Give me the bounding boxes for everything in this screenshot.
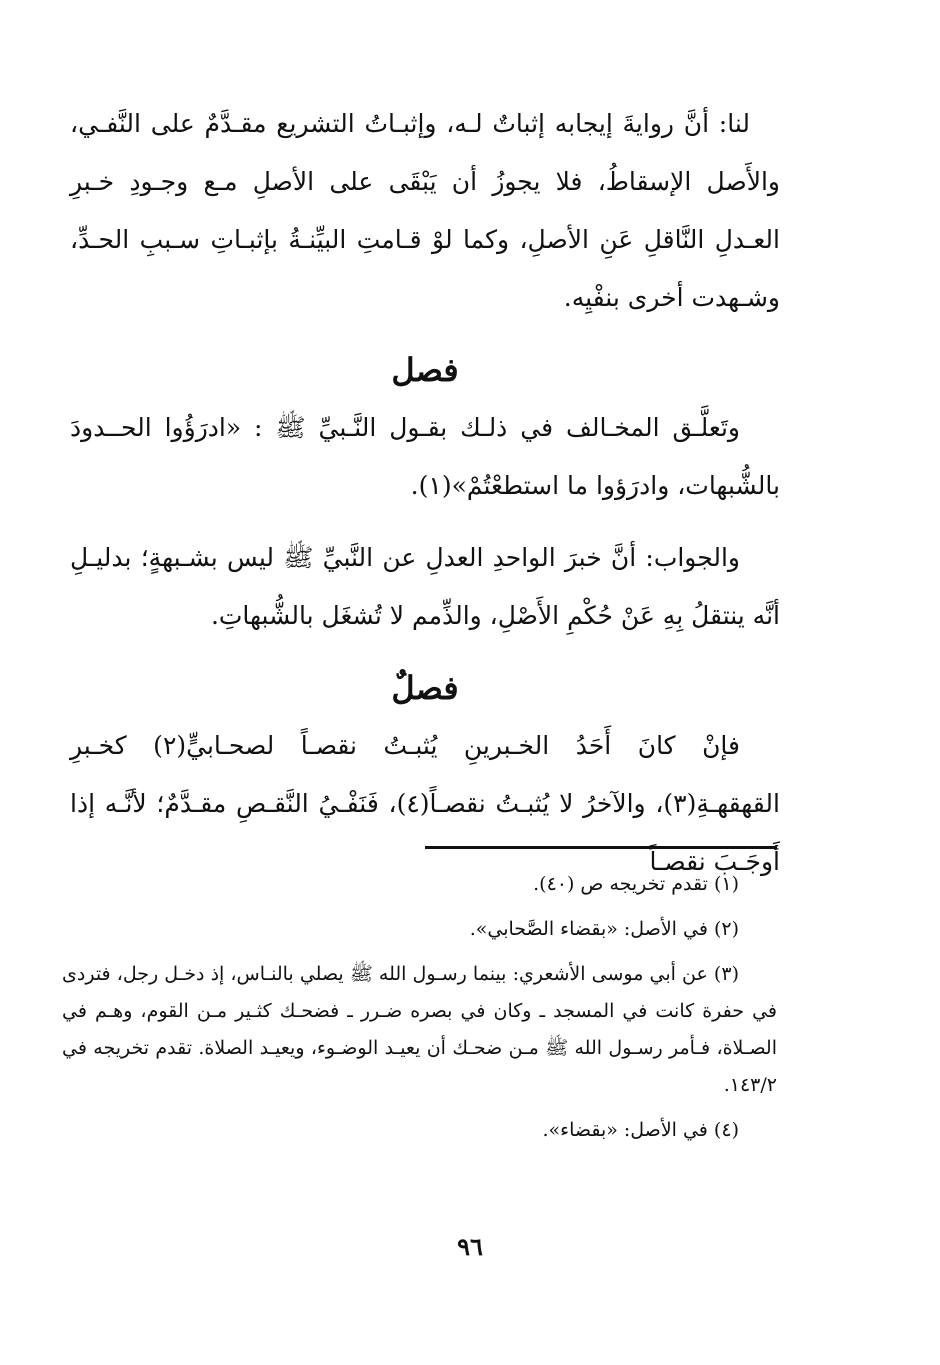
paragraph-rule: فإنْ كانَ أَحَدُ الخـبرينِ يُثبـتُ نقصـاً لصحـابيٍّ(٢) كخـبرِ القهقهـةِ(٣)، والآخرُ لا يُثبـتُ نقصـاً(٤)، فَنَفْـيُ النَّقـصِ مقـدَّمٌ؛ لأنَّـه إذا أَوجَـبَ نقصـاً	[70, 731, 780, 876]
paragraph-answer: والجواب: أنَّ خبرَ الواحدِ العدلِ عن النَّبيِّ ﷺ ليس بشـبهةٍ؛ بدليـلِ أنَّه ينتقلُ بِهِ عَنْ حُكْمِ الأَصْلِ، والذِّمم لا تُشغَل بالشُّبهاتِ.	[70, 543, 780, 630]
page-body	[70, 95, 780, 891]
page-number: ٩٦	[457, 1232, 483, 1261]
paragraph-objection: وتَعلَّـق المخـالف في ذلـك بقـول النَّـبيِّ ﷺ : «ادرَؤُوا الحــدودَ بالشُّبهات، وادرَؤوا ما استطعْتُمْ»(١).	[70, 413, 780, 500]
spacer	[70, 515, 780, 529]
paragraph-argument: لنا: أنَّ روايةَ إيجابه إثباتٌ لـه، وإثبـاتُ التشريع مقـدَّمٌ على النَّفـي، والأَصل الإسقاطُ، فلا يجوزُ أن يَبْقَى على الأصلِ مـع وجـودِ خـبرِ العـدلِ النَّاقلِ عَنِ الأصلِ، وكما لوْ قـامتِ البيِّنـةُ بإثبـاتِ سـببِ الحـدِّ، وشـهدت أخرى بنفْيِه.	[70, 109, 780, 312]
footnote-3: (٣) عن أبي موسى الأشعري: بينما رسـول الله ﷺ يصلي بالنـاس، إذ دخـل رجل، فتردى في حفرة كانت في المسجد ـ وكان في بصره ضـرر ـ فضحـك كثـير مـن القوم، وهـم في الصـلاة، فـأمر رسـول الله ﷺ مـن ضحـك أن يعيـد الوضـوء، ويعيـد الصلاة. تقدم تخريجه في ١٤٣/٢.	[62, 963, 777, 1096]
footnote-separator	[425, 846, 777, 849]
footnote-1: (١) تقدم تخريجه ص (٤٠).	[533, 873, 739, 895]
section-heading-2: فصلٌ	[391, 669, 459, 707]
footnote-4: (٤) في الأصل: «بقضاء».	[542, 1119, 739, 1141]
footnote-2: (٢) في الأصل: «بقضاء الصَّحابي».	[469, 918, 739, 940]
section-heading-1: فصل	[391, 351, 459, 389]
footnotes	[62, 866, 777, 1157]
